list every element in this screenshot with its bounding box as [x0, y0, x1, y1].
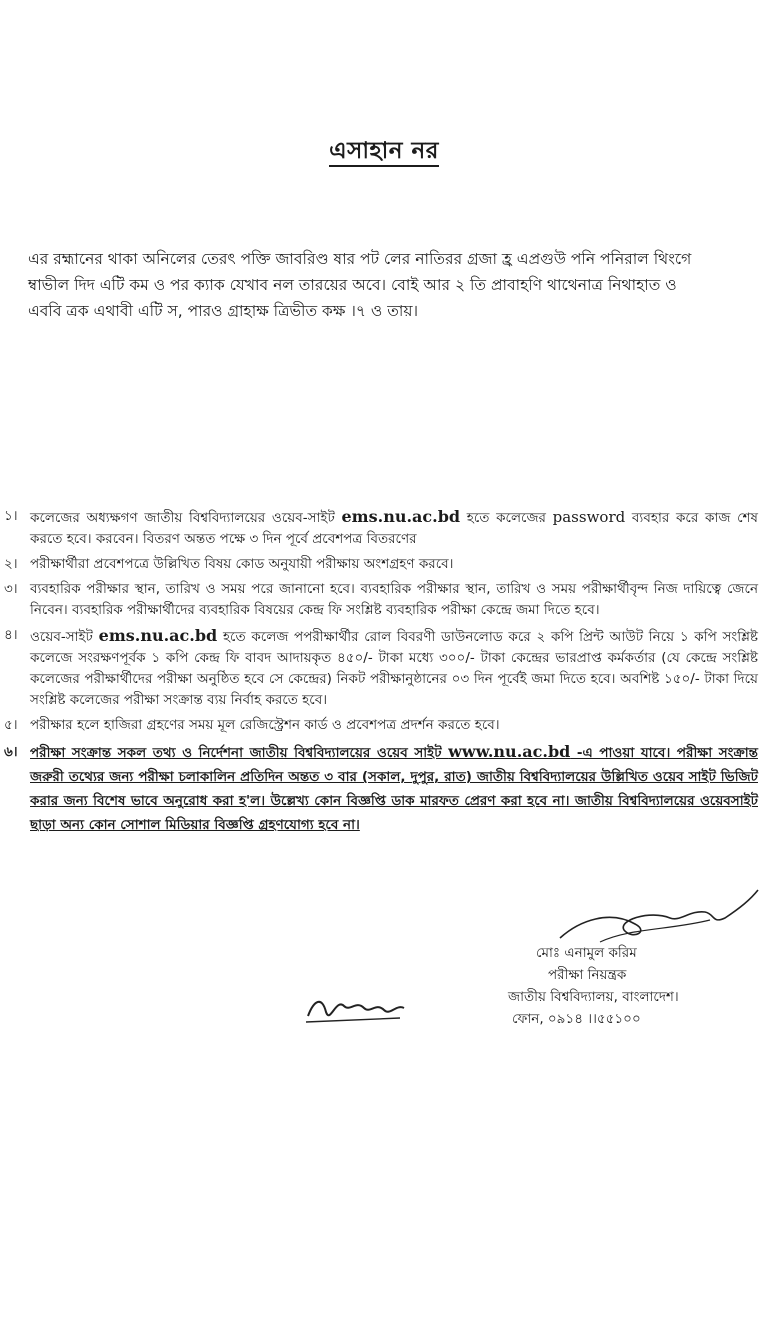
instruction-item [0, 506, 768, 550]
item-text: কলেজের অধ্যক্ষগণ জাতীয় বিশ্ববিদ্যালয়ের ওয়েব-সাইট ems.nu.ac.bd হতে কলেজের password ব্যবহার করে কাজ শেষ করতে হবে। করবেন। বিতরণ অন্তত পক্ষে ৩ দিন পূর্বে প্রবেশপত্র বিতরণের [30, 507, 758, 547]
website-link[interactable]: ems.nu.ac.bd [341, 507, 461, 526]
signatory-designation: পরীক্ষা নিয়ন্ত্রক [548, 967, 627, 983]
item-text: পরীক্ষার্থীরা প্রবেশপত্রে উল্লিখিত বিষয় কোড অনুযায়ী পরীক্ষায় অংশগ্রহণ করবে। [30, 556, 454, 572]
intro-line: এববি ত্রক এথাবী এটি স, পারও গ্রাহাক্ষ ত্রিভীত কক্ষ ।৭ ও তায়। [28, 302, 419, 320]
signatory-organization: জাতীয় বিশ্ববিদ্যালয়, বাংলাদেশ। [508, 989, 679, 1005]
item-number: ৫। [4, 717, 18, 733]
item-text: ওয়েব-সাইট ems.nu.ac.bd হতে কলেজ পপরীক্ষার্থীর রোল বিবরণী ডাউনলোড করে ২ কপি প্রিন্ট আউট নিয়ে ১ কপি সংশ্লিষ্ট কলেজে সংরক্ষণপূর্বক ১ কপি কেন্দ্র ফি বাবদ আদায়কৃত ৪৫০/- টাকা মধ্যে ৩০০/- টাকা কেন্দ্রের ভারপ্রাপ্ত কর্মকর্তার (যে কেন্দ্রে সংশ্লিষ্ট কলেজের পরীক্ষার্থীদের পরীক্ষা অনুষ্ঠিত হবে সে কেন্দ্রের) নিকট পরীক্ষানুষ্ঠানের ০৩ দিন পূর্বেই জমা দিতে হবে। অবশিষ্ট ১৫০/- টাকা দিয়ে সংশ্লিষ্ট কলেজের পরীক্ষা সংক্রান্ত ব্যয় নির্বাহ করতে হবে। [30, 626, 758, 708]
item-text: পরীক্ষা সংক্রান্ত সকল তথ্য ও নির্দেশনা জাতীয় বিশ্ববিদ্যালয়ের ওয়েব সাইট www.nu.ac.bd -এ পাওয়া যাবে। পরীক্ষা সংক্রান্ত জরুরী তথ্যের জন্য পরীক্ষা চলাকালিন প্রতিদিন অন্তত ৩ বার (সকাল, দুপুর, রাত) জাতীয় বিশ্ববিদ্যালয়ের উল্লিখিত ওয়েব সাইট ভিজিট করার জন্য বিশেষ ভাবে অনুরোধ করা হ'ল। উল্লেখ্য কোন বিজ্ঞপ্তি ডাক মারফত প্রেরণ করা হবে না। জাতীয় বিশ্ববিদ্যালয়ের ওয়েবসাইট ছাড়া অন্য কোন সোশাল মিডিয়ার বিজ্ঞপ্তি গ্রহণযোগ্য হবে না। [30, 742, 758, 833]
signatory-phone: ফোন, ০৯১৪ ।।৫৫১০০ [512, 1011, 641, 1027]
item-text: ব্যবহারিক পরীক্ষার স্থান, তারিখ ও সময় পরে জানানো হবে। ব্যবহারিক পরীক্ষার স্থান, তারিখ ও সময় পরীক্ষার্থীবৃন্দ নিজ দায়িত্বে জেনে নিবেন। ব্যবহারিক পরীক্ষার্থীদের ব্যবহারিক বিষয়ের কেন্দ্র ফি সংশ্লিষ্ট ব্যবহারিক পরীক্ষা কেন্দ্রে জমা দিতে হবে। [30, 581, 758, 618]
website-link[interactable]: ems.nu.ac.bd [98, 626, 218, 645]
instruction-item [0, 554, 768, 575]
instruction-list [0, 506, 768, 837]
instruction-item [0, 579, 768, 621]
intro-paragraph [28, 246, 748, 324]
item-text: পরীক্ষার হলে হাজিরা গ্রহণের সময় মূল রেজিস্ট্রেশন কার্ড ও প্রবেশপত্র প্রদর্শন করতে হবে। [30, 717, 500, 733]
instruction-item [0, 625, 768, 711]
password-term: password [552, 508, 626, 526]
instruction-item [0, 715, 768, 736]
item-number: ১। [4, 508, 18, 524]
intro-line: ম্বাভীল দিদ এটি কম ও পর ক্যাক যেখাব নল তারয়ের অবে। বোই আর ২ তি প্রাবাহণি থাথেনাত্র নিথাহাত ও [28, 276, 677, 294]
notice-title: এসাহান নর [0, 132, 768, 171]
item-number: ৪। [4, 627, 18, 643]
signatory-name: মোঃ এনামুল করিম [536, 945, 637, 961]
item-number: ৩। [4, 581, 18, 597]
website-link[interactable]: www.nu.ac.bd [448, 742, 571, 761]
instruction-item [0, 740, 768, 837]
intro-line: এর রহ্মানের থাকা অনিলের তেরৎ পক্তি জাবরিণ্ড ষার পট লের নাতিরর গ্রজা হ্র এপ্রগুউ পনি পনিরাল থিংগে [28, 250, 692, 268]
initials-mark [300, 988, 410, 1028]
signature-block [508, 942, 748, 1030]
item-number: ২। [4, 556, 18, 572]
item-number: ৬। [4, 744, 18, 760]
